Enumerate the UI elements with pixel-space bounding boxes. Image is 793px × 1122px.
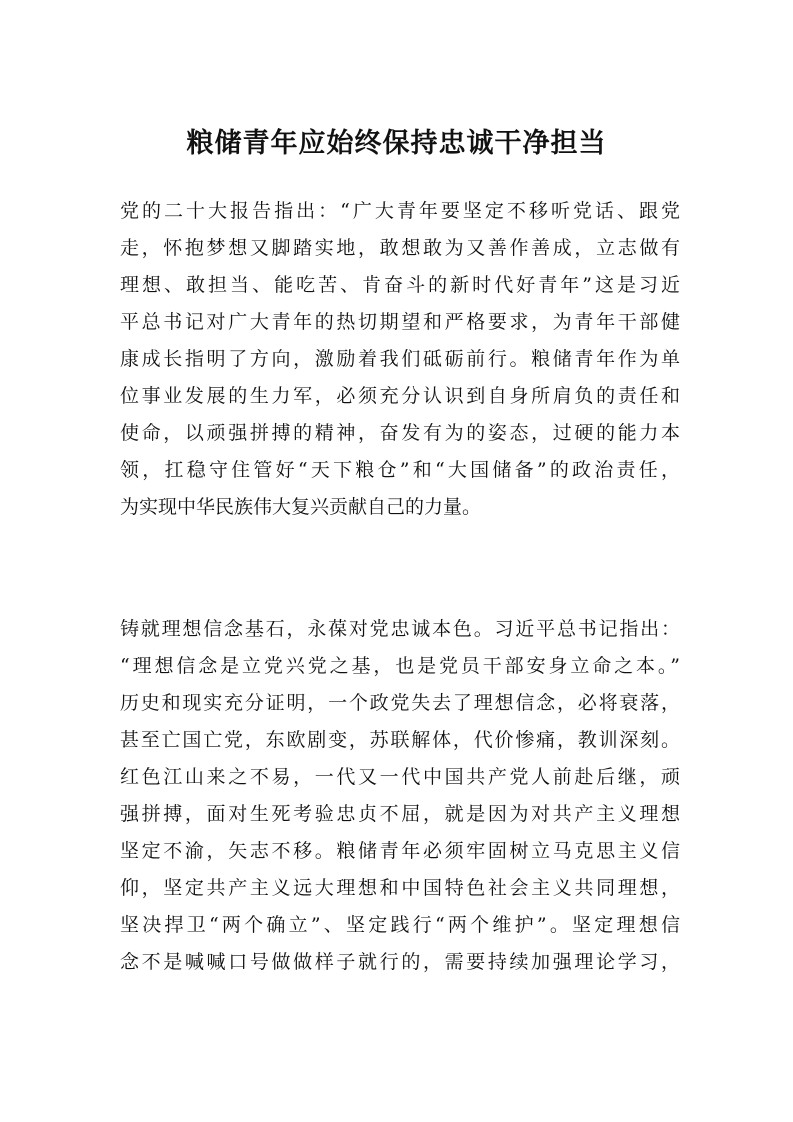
paragraph-2 <box>120 611 680 981</box>
paragraph-line: 历史和现实充分证明，一个政党失去了理想信念，必将衰落， <box>120 692 680 714</box>
paragraph-line: 走，怀抱梦想又脚踏实地，敢想敢为又善作善成，立志做有 <box>120 237 680 259</box>
paragraph-line: 平总书记对广大青年的热切期望和严格要求，为青年干部健 <box>120 311 680 333</box>
paragraph-line: 使命，以顽强拼搏的精神，奋发有为的姿态，过硬的能力本 <box>120 422 680 444</box>
paragraph-line: 坚定不渝，矢志不移。粮储青年必须牢固树立马克思主义信 <box>120 840 680 862</box>
paragraph-1 <box>120 193 680 526</box>
paragraph-line: 坚决捍卫“两个确立”、坚定践行“两个维护”。坚定理想信 <box>120 914 680 936</box>
paragraph-line: 康成长指明了方向，激励着我们砥砺前行。粮储青年作为单 <box>120 348 680 370</box>
document-title: 粮储青年应始终保持忠诚干净担当 <box>186 128 607 159</box>
paragraph-line: 甚至亡国亡党，东欧剧变，苏联解体，代价惨痛，教训深刻。 <box>120 729 680 751</box>
paragraph-line: 理想、敢担当、能吃苦、肯奋斗的新时代好青年”这是习近 <box>120 274 680 296</box>
paragraph-line: 红色江山来之不易，一代又一代中国共产党人前赴后继，顽 <box>120 766 680 788</box>
paragraph-line: 念不是喊喊口号做做样子就行的，需要持续加强理论学习， <box>120 951 680 973</box>
paragraph-line: “理想信念是立党兴党之基，也是党员干部安身立命之本。” <box>120 655 680 677</box>
paragraph-line: 位事业发展的生力军，必须充分认识到自身所肩负的责任和 <box>120 385 680 407</box>
paragraph-line: 党的二十大报告指出：“广大青年要坚定不移听党话、跟党 <box>120 200 680 222</box>
paragraph-line: 强拼搏，面对生死考验忠贞不屈，就是因为对共产主义理想 <box>120 803 680 825</box>
paragraph-line: 铸就理想信念基石，永葆对党忠诚本色。习近平总书记指出： <box>120 618 680 640</box>
paragraph-line: 领，扛稳守住管好“天下粮仓”和“大国储备”的政治责任， <box>120 459 680 481</box>
paragraph-line: 仰，坚定共产主义远大理想和中国特色社会主义共同理想， <box>120 877 680 899</box>
paragraph-line: 为实现中华民族伟大复兴贡献自己的力量。 <box>120 496 482 518</box>
